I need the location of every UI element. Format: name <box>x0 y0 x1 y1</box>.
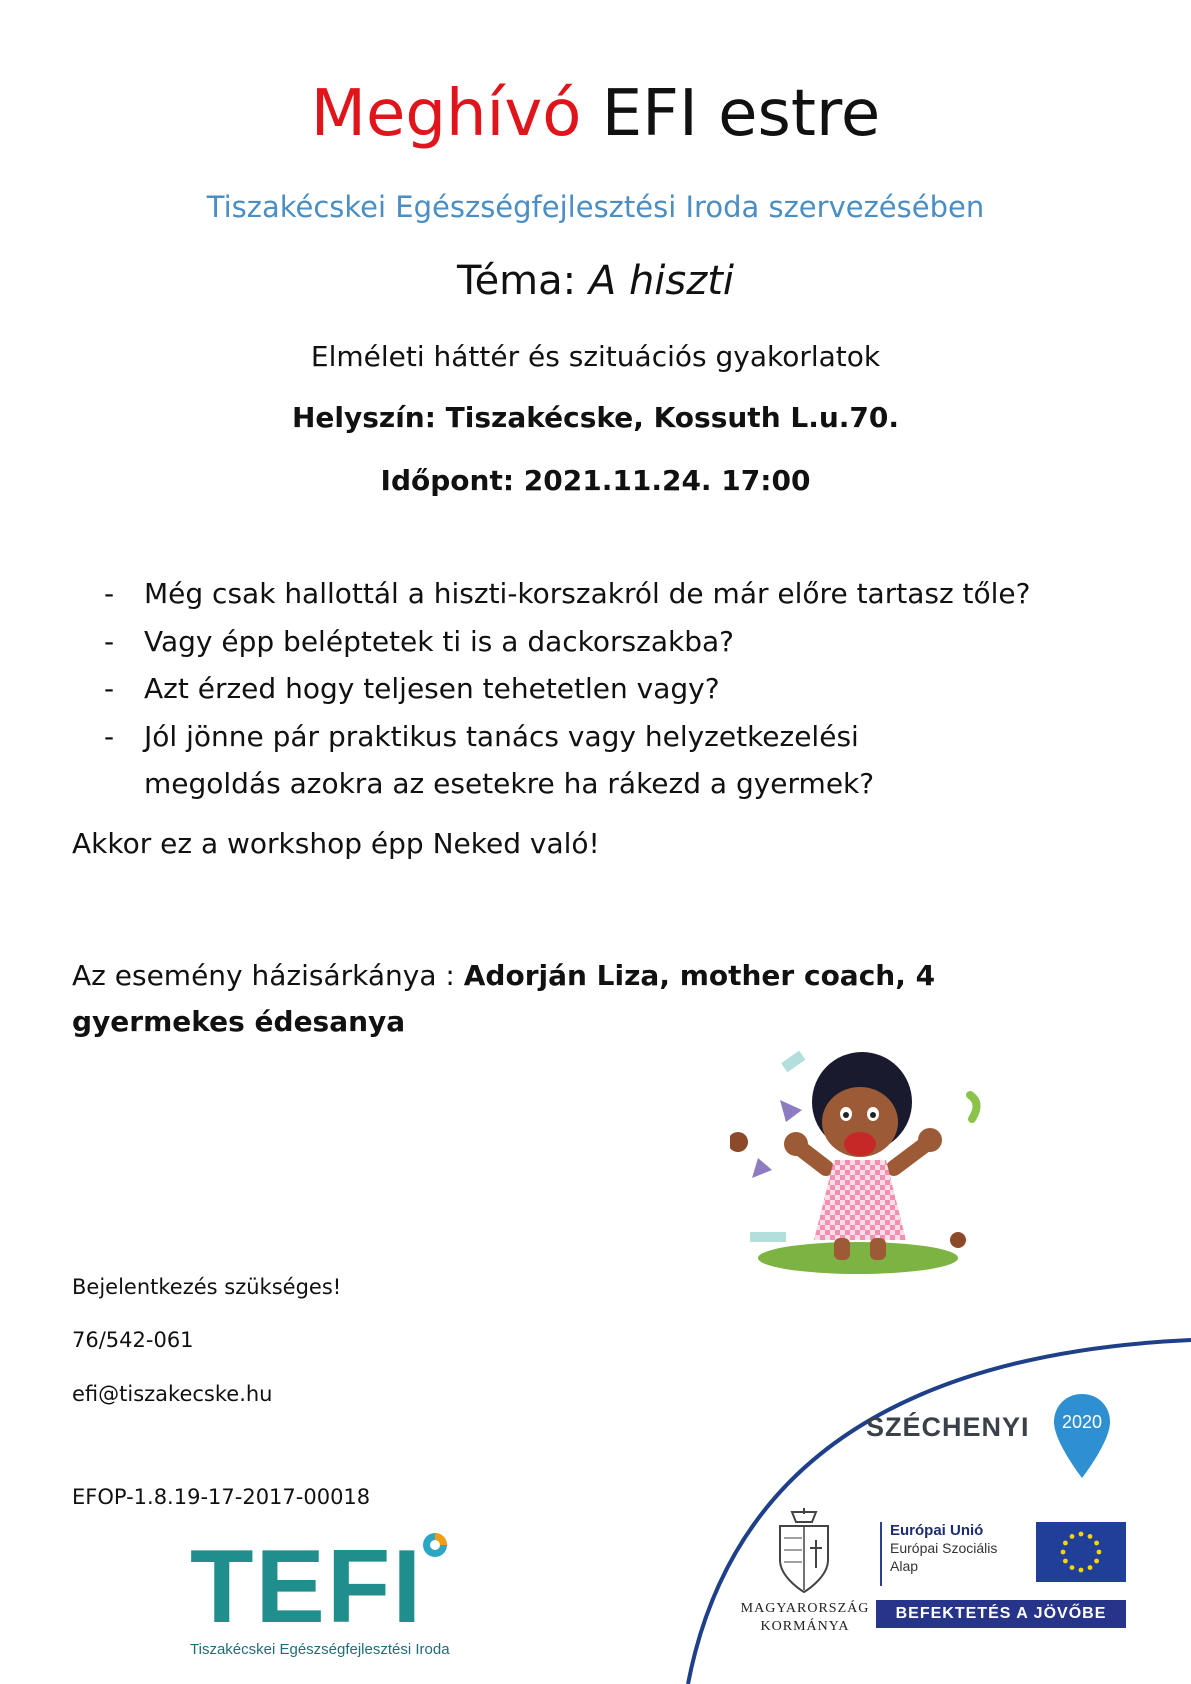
decorative-arc <box>640 1320 1191 1684</box>
szechenyi-year: 2020 <box>1061 1412 1103 1432</box>
tefi-wordmark: TEFI <box>190 1529 424 1645</box>
tefi-logo <box>190 1529 450 1658</box>
registration-note: Bejelentkezés szükséges! <box>72 1275 342 1299</box>
host-label: Az esemény házisárkánya : <box>72 959 464 992</box>
crying-toddler-illustration <box>730 1040 990 1280</box>
topic-line <box>0 258 1191 304</box>
event-time: Időpont: 2021.11.24. 17:00 <box>380 464 811 497</box>
szechenyi-logo: SZÉCHENYI <box>866 1412 1030 1442</box>
email-address: efi@tiszakecske.hu <box>72 1382 273 1406</box>
title-invitation: Meghívó <box>310 77 582 151</box>
host-line <box>72 953 1112 1045</box>
bullet-dash: - <box>104 719 115 753</box>
event-location: Helyszín: Tiszakécske, Kossuth L.u.70. <box>291 401 900 434</box>
government-label: MAGYARORSZÁG KORMÁNYA <box>740 1601 870 1634</box>
list-item: - Azt érzed hogy teljesen tehetetlen vagy? <box>104 665 1104 713</box>
host-name: Adorján Liza, mother coach, 4 gyermekes édesanya <box>72 959 936 1038</box>
event-description: Elméleti háttér és szituációs gyakorlatok <box>310 340 881 373</box>
page-title <box>0 77 1191 151</box>
list-item: - Jól jönne pár praktikus tanács vagy helyzetkezelési megoldás azokra az esetekre ha rákezd a gyermek? <box>104 713 1104 808</box>
tefi-swirl-icon <box>422 1532 448 1558</box>
eu-flag-icon <box>1036 1522 1126 1582</box>
topic-name: A hiszti <box>588 258 735 304</box>
call-to-action: Akkor ez a workshop épp Neked való! <box>72 827 600 860</box>
bullet-dash: - <box>104 672 115 705</box>
szechenyi-pin-icon <box>1052 1392 1112 1482</box>
coat-of-arms-icon <box>772 1508 836 1596</box>
project-code: EFOP-1.8.19-17-2017-00018 <box>72 1485 371 1509</box>
organizer-subtitle: Tiszakécskei Egészségfejlesztési Iroda szervezésében <box>206 190 985 224</box>
tefi-caption: Tiszakécskei Egészségfejlesztési Iroda <box>190 1641 450 1658</box>
bullet-dash: - <box>104 624 115 658</box>
phone-number: 76/542-061 <box>72 1328 194 1352</box>
title-event: EFI estre <box>601 77 881 151</box>
investment-banner: BEFEKTETÉS A JÖVŐBE <box>876 1600 1126 1628</box>
question-list <box>104 570 1104 808</box>
topic-label: Téma: <box>456 258 577 304</box>
list-item: - Vagy épp beléptetek ti is a dackorszakba? <box>104 618 1104 666</box>
bullet-dash: - <box>104 577 115 610</box>
list-item: - Még csak hallottál a hiszti-korszakról de már előre tartasz tőle? <box>104 570 1104 618</box>
eu-label: Európai Unió Európai Szociális Alap <box>880 1522 997 1586</box>
